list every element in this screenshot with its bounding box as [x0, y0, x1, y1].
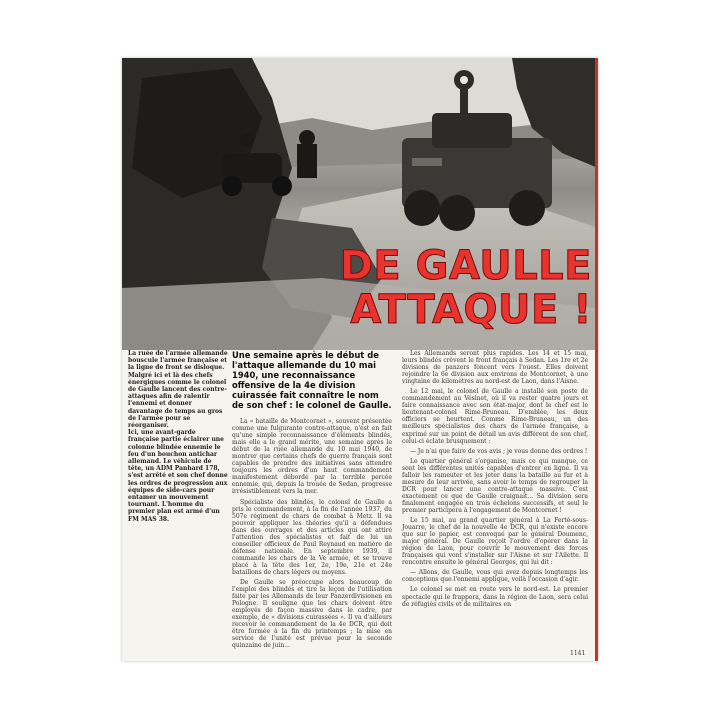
page-edge-bar: [595, 58, 598, 661]
paragraph: De Gaulle se préoccupe alors beaucoup de l'emploi des blindés et tire la leçon de l'utilisation faite par les Allemands de leur Panzerdivisionen en Pologne. Il souligne que les chars doivent être employés de façon massive dans le cadre, par exemple, de « divisions cuirassées ». Il va d'ailleurs recevoir le commandement de la 4e DCR, qui doit être formée à la fin du printemps ; la mise en service de l'unité est prévue pour la seconde quinzaine de juin...: [232, 579, 392, 650]
article-column-2: [402, 350, 588, 611]
page-number: 1141: [570, 650, 586, 657]
paragraph: Le 15 mai, au grand quartier général à La Ferté-sous-Jouarre, le chef de la nouvelle 4e DCR, qui n'existe encore que sur le papier, est convoqué par le général Doumenc, major général. De Gaulle reçoit l'ordre d'opérer dans la région de Laon, pour couvrir le mouvement des forces françaises qui vont s'installer sur l'Aisne et sur l'Ailette. Il rencontre ensuite le général Georges, qui lui dit :: [402, 517, 588, 567]
magazine-page: [122, 58, 598, 661]
article-intro: Une semaine après le début de l'attaque allemande du 10 mai 1940, une reconnaissance offensive de la 4e division cuirassée fait connaître le nom de son chef : le colonel de Gaulle.: [232, 350, 392, 410]
paragraph: La « bataille de Montcornet », souvent présentée comme une fulgurante contre-attaque, n'est en fait qu'une simple reconnaissance d'éléments blindés, mais elle a le grand mérite, une semaine après le début de la ruée allemande du 10 mai 1940, de montrer que certains chefs de guerre français sont capables de prendre des initiatives sans attendre toujours les ordres d'un haut commandement manifestement débordé par la terrible percée ennemie, qui, depuis la trouée de Sedan, progresse irrésistiblement vers la mer.: [232, 418, 392, 496]
caption-text-1: La ruée de l'armée allemande bouscule l'armée française et la ligne de front se disloque. Malgré ici et là des chefs énergiques comme le colonel de Gaulle lancent des contre-attaques afin de ralentir l'ennemi et donner davantage de temps au gros de l'armée pour se réorganiser.: [128, 350, 228, 430]
headline: [282, 244, 592, 332]
headline-line-1: DE GAULLE: [339, 243, 592, 289]
paragraph: Le quartier général s'organise, mais ce qui manque, ce sont les différentes unités capables d'entrer en ligne. Il va falloir les rameuter et les jeter dans la bataille au fur et à mesure de leur arrivée, sans avoir le temps de regrouper la DCR pour lancer une contre-attaque massive. C'est exactement ce que de Gaulle craignait... Sa division sera finalement engagée en trois échelons successifs, et seul le premier participera à l'engagement de Montcornet !: [402, 457, 588, 514]
headline-line-2: ATTAQUE !: [350, 287, 592, 333]
paragraph: Le colonel se met en route vers le nord-est. Le premier spectacle qui le frappera, dans la région de Laon, sera celui de réfugiés civils et de militaires en: [402, 586, 588, 608]
paragraph: — Je n'ai que faire de vos avis ; je vous donne des ordres !: [410, 447, 588, 455]
article-column-1: [232, 350, 392, 653]
paragraph: Le 12 mai, le colonel de Gaulle a installé son poste de commandement au Vésinet, où il va rester quatre jours et faire connaissance avec son état-major, dont le chef est le lieutenant-colonel Rime-Bruneau. D'emblée, les deux officiers se heurtent. Comme Rime-Bruneau, un des meilleurs spécialistes des chars de l'armée française, a exprimé sur un point de détail un avis différent de son chef, celui-ci éclate brusquement :: [402, 388, 588, 445]
paragraph: Les Allemands seront plus rapides. Les 14 et 15 mai, leurs blindés crèvent le front français à Sedan. Les 1re et 2e divisions de panzers foncent vers l'ouest. Elles doivent rejoindre la 6e division aux environs de Montcornet, à une vingtaine de kilomètres au nord-est de Laon, dans l'Aisne.: [402, 350, 588, 386]
photo-caption: [128, 350, 228, 523]
caption-text-2: Ici, une avant-garde française partie éclairer une colonne blindée ennemie le feu d'un bouchon antichar allemand. Le véhicule de tête, un ADM Panhard 178, s'est arrêté et son chef donne les ordres de progression aux équipes de side-cars pour entamer un mouvement tournant. L'homme du premier plan est armé d'un FM MAS 38.: [128, 429, 228, 523]
paragraph: Spécialiste des blindés, le colonel de Gaulle a pris le commandement, à la fin de l'année 1937, du 507e régiment de chars de combat à Metz. Il va pouvoir appliquer les théories qu'il a défendues dans des ouvrages et des articles qui ont attiré l'attention des spécialistes et fait de lui un conseiller officieux de Paul Reynaud en matière de défense nationale. En septembre 1939, il commande les chars de la Ve armée, et se trouve placé à la tête des 1er, 2e, 19e, 21e et 24e bataillons de chars légers ou moyens.: [232, 498, 392, 576]
war-photograph: [122, 58, 598, 350]
paragraph: — Allons, de Gaulle, vous qui avez depuis longtemps les conceptions que l'ennemi applique, voilà l'occasion d'agir.: [402, 569, 588, 584]
